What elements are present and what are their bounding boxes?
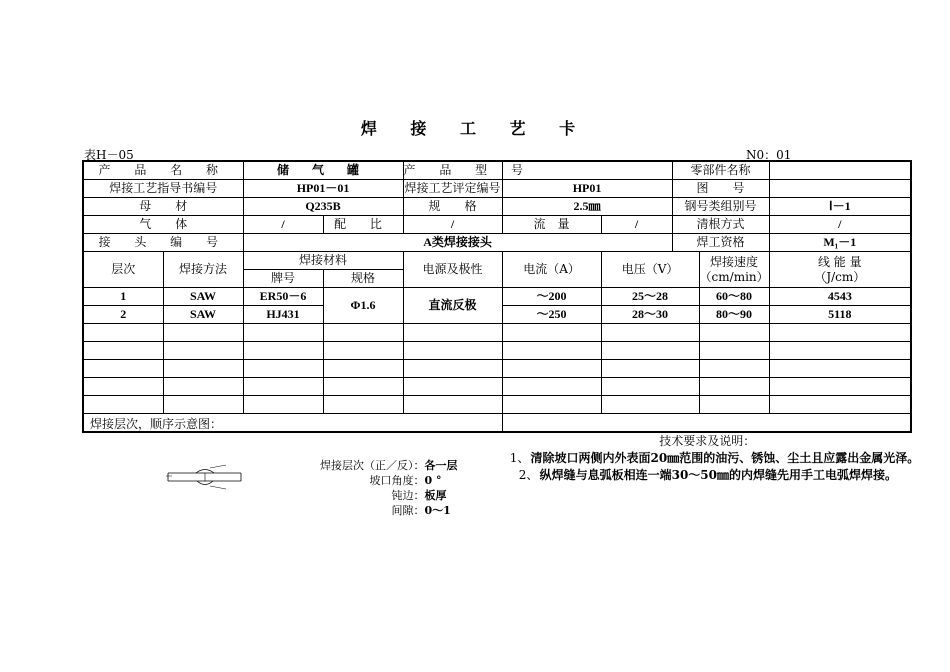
joint-label: 接 头 编 号: [83, 234, 243, 252]
wps-label: 焊接工艺指导书编号: [83, 180, 243, 198]
spec-label: 规 格: [403, 198, 502, 216]
requirement-number: 1、: [509, 451, 530, 465]
product-name-value: 储 气 罐: [243, 161, 403, 180]
gas-label: 气 体: [83, 216, 243, 234]
row-1-energy: 4543: [769, 288, 911, 306]
gap-value: 0～1: [424, 504, 451, 517]
pqr-label: 焊接工艺评定编号: [403, 180, 502, 198]
product-name-label: 产 品 名 称: [83, 161, 243, 180]
requirement-item: [509, 467, 907, 484]
gas-value: /: [243, 216, 323, 234]
blunt-edge-value: 板厚: [424, 489, 447, 502]
ratio-value: /: [403, 216, 502, 234]
pqr-value: HP01: [502, 180, 672, 198]
empty-row: [83, 324, 911, 342]
row-product: [83, 161, 911, 180]
row-2-energy: 5118: [769, 306, 911, 324]
flow-value: /: [601, 216, 672, 234]
row-2-method: SAW: [163, 306, 243, 324]
header-speed-label: 焊接速度: [710, 254, 759, 269]
wps-value: HP01－01: [243, 180, 403, 198]
empty-row: [83, 396, 911, 414]
header-speed: [699, 252, 769, 288]
sequence-diagram-title: 焊接层次，顺序示意图：: [90, 417, 223, 431]
base-material-label: 母 材: [83, 198, 243, 216]
row-1-method: SAW: [163, 288, 243, 306]
empty-row: [83, 360, 911, 378]
header-voltage: 电压（V）: [601, 252, 699, 288]
row-2-current: ～250: [502, 306, 601, 324]
form-number: 表H－05: [84, 148, 134, 162]
gap-label: 间隙：: [391, 504, 425, 517]
ratio-label: 配 比: [323, 216, 403, 234]
welder-label: 焊工资格: [672, 234, 769, 252]
row-1-current: ～200: [502, 288, 601, 306]
part-name-value: [769, 161, 911, 180]
empty-row: [83, 342, 911, 360]
shared-size: Φ1.6: [323, 288, 403, 324]
flow-label: 流 量: [502, 216, 601, 234]
spec-value: 2.5㎜: [502, 198, 672, 216]
base-material-value: Q235B: [243, 198, 403, 216]
requirement-item: [509, 450, 920, 467]
technical-requirements-cell: [502, 414, 920, 482]
row-1-speed: 60～80: [699, 288, 769, 306]
shared-polarity: 直流反极: [403, 288, 502, 324]
layers-label: 焊接层次（正／反）：: [320, 459, 425, 472]
requirement-text: 清除坡口两侧内外表面20㎜范围的油污、锈蚀、尘土且应露出金属光泽。: [530, 451, 920, 465]
drawing-value: [769, 180, 911, 198]
requirement-text: 纵焊缝与息弧板相连一端30～50㎜的内焊缝先用手工电弧焊焊接。: [539, 468, 897, 482]
sequence-diagram-cell: [83, 414, 502, 517]
row-2-brand: HJ431: [243, 306, 323, 324]
row-2-layer: 2: [83, 306, 163, 324]
header-size: 规格: [323, 270, 403, 288]
header-energy-unit: （J/cm）: [814, 269, 866, 284]
header-energy: [769, 252, 911, 288]
header-brand: 牌号: [243, 270, 323, 288]
part-name-label: 零部件名称: [672, 161, 769, 180]
steel-group-label: 钢号类组别号: [672, 198, 769, 216]
technical-requirements: [509, 433, 920, 484]
document-number: N0：01: [746, 148, 792, 162]
requirement-number: 2、: [518, 468, 539, 482]
header-polarity: 电源及极性: [403, 252, 502, 288]
row-2-speed: 80～90: [699, 306, 769, 324]
header-material: 焊接材料: [243, 252, 403, 270]
technical-requirements-title: 技术要求及说明：: [659, 434, 756, 448]
row-joint: [83, 234, 911, 252]
joint-parameters: [320, 458, 477, 518]
row-wps: [83, 180, 911, 198]
product-model-label: 产 品 型 号: [403, 161, 502, 180]
joint-value: A类焊接接头: [243, 234, 672, 252]
groove-angle-label: 坡口角度：: [369, 474, 425, 487]
params-header-row-1: [83, 252, 911, 270]
header-layer: 层次: [83, 252, 163, 288]
row-gas: [83, 216, 911, 234]
back-gouge-label: 清根方式: [672, 216, 769, 234]
row-base: [83, 198, 911, 216]
groove-angle-value: 0 °: [424, 474, 442, 487]
header-current: 电流（A）: [502, 252, 601, 288]
steel-group-value: Ⅰ－1: [769, 198, 911, 216]
drawing-label: 图 号: [672, 180, 769, 198]
header-speed-unit: （cm/min）: [699, 269, 769, 284]
row-1-brand: ER50－6: [243, 288, 323, 306]
notes-row: [83, 414, 911, 433]
row-1-voltage: 25～28: [601, 288, 699, 306]
header-method: 焊接方法: [163, 252, 243, 288]
back-gouge-value: /: [769, 216, 911, 234]
row-2-voltage: 28～30: [601, 306, 699, 324]
welding-procedure-table: [82, 160, 920, 517]
joint-cross-section-icon: [166, 464, 246, 490]
empty-row: [83, 378, 911, 396]
header-energy-label: 线 能 量: [817, 254, 862, 269]
row-1-layer: 1: [83, 288, 163, 306]
blunt-edge-label: 钝边：: [391, 489, 425, 502]
page-title: 焊 接 工 艺 卡: [360, 119, 590, 138]
table-row: [83, 288, 911, 306]
layers-value: 各一层: [424, 459, 458, 472]
welder-value: M₁－1: [769, 234, 911, 252]
